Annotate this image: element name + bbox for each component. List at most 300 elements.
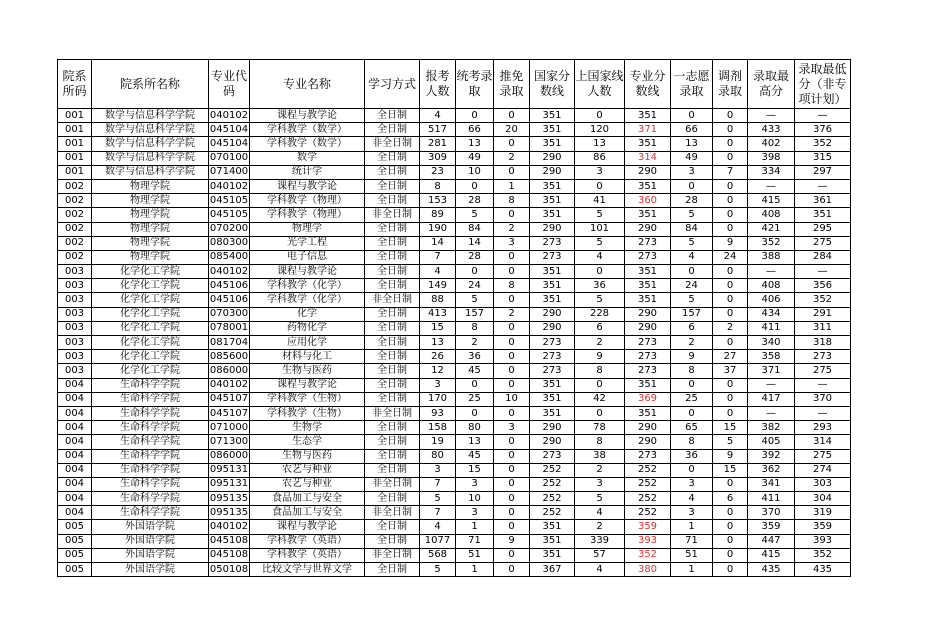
table-cell: 290 [530, 307, 575, 321]
table-cell: 369 [625, 392, 671, 406]
table-cell: 学科教学（数学） [250, 123, 365, 137]
table-row [58, 250, 851, 264]
table-cell: 071400 [209, 165, 250, 179]
table-cell: 351 [625, 109, 671, 123]
table-cell: 0 [456, 378, 494, 392]
table-cell: 课程与教学论 [250, 179, 365, 193]
header-cell: 推免录取 [494, 60, 530, 109]
table-cell: 全日制 [365, 179, 420, 193]
table-cell: 学科教学（化学） [250, 279, 365, 293]
table-cell: 356 [795, 279, 851, 293]
table-cell: 4 [575, 563, 625, 577]
table-cell: 28 [671, 194, 713, 208]
table-cell: 生物与医药 [250, 449, 365, 463]
table-cell: 生命科学学院 [92, 477, 209, 491]
table-cell: 406 [748, 293, 795, 307]
table-cell: 517 [420, 123, 456, 137]
table-cell: 004 [58, 463, 92, 477]
table-row [58, 563, 851, 577]
table-cell: 非全日制 [365, 208, 420, 222]
table-cell: 315 [795, 151, 851, 165]
table-cell: 数学与信息科学学院 [92, 165, 209, 179]
table-cell: 全日制 [365, 165, 420, 179]
table-cell: 0 [494, 463, 530, 477]
table-cell: 002 [58, 236, 92, 250]
table-cell: 0 [713, 336, 748, 350]
table-cell: 003 [58, 307, 92, 321]
table-cell: 003 [58, 293, 92, 307]
table-cell: 8 [575, 364, 625, 378]
table-cell: 材料与化工 [250, 350, 365, 364]
header-cell: 学习方式 [365, 60, 420, 109]
table-cell: 农艺与种业 [250, 463, 365, 477]
table-cell: 全日制 [365, 534, 420, 548]
table-row [58, 421, 851, 435]
table-cell: 003 [58, 364, 92, 378]
table-cell: 5 [575, 492, 625, 506]
table-cell: 040102 [209, 109, 250, 123]
table-cell: 273 [625, 364, 671, 378]
table-row [58, 165, 851, 179]
table-cell: 生态学 [250, 435, 365, 449]
table-cell: 045106 [209, 293, 250, 307]
table-cell: 070200 [209, 222, 250, 236]
table-cell: 318 [795, 336, 851, 350]
table-cell: 0 [713, 123, 748, 137]
table-cell: 1 [671, 520, 713, 534]
table-cell: 351 [625, 378, 671, 392]
table-cell: 1 [494, 179, 530, 193]
table-cell: 402 [748, 137, 795, 151]
table-cell: 351 [625, 208, 671, 222]
table-cell: 化学化工学院 [92, 336, 209, 350]
table-cell: 421 [748, 222, 795, 236]
table-cell: 4 [575, 250, 625, 264]
table-cell: 415 [748, 548, 795, 562]
table-cell: 生命科学学院 [92, 378, 209, 392]
table-cell: 3 [420, 463, 456, 477]
header-cell: 专业名称 [250, 60, 365, 109]
table-cell: 352 [625, 548, 671, 562]
table-cell: 273 [530, 336, 575, 350]
table-cell: 课程与教学论 [250, 520, 365, 534]
table-row [58, 151, 851, 165]
table-cell: 光学工程 [250, 236, 365, 250]
table-cell: 360 [625, 194, 671, 208]
table-cell: 1 [671, 563, 713, 577]
table-cell: 15 [420, 321, 456, 335]
table-body [58, 109, 851, 577]
table-cell: 0 [494, 563, 530, 577]
table-cell: 生命科学学院 [92, 421, 209, 435]
table-cell: 071300 [209, 435, 250, 449]
table-cell: 3 [671, 477, 713, 491]
table-cell: 4 [671, 250, 713, 264]
table-cell: 101 [575, 222, 625, 236]
table-cell: 358 [748, 350, 795, 364]
table-cell: 非全日制 [365, 137, 420, 151]
header-cell: 院系所名称 [92, 60, 209, 109]
table-cell: 化学化工学院 [92, 307, 209, 321]
table-cell: 3 [671, 506, 713, 520]
table-cell: 14 [456, 236, 494, 250]
table-cell: 275 [795, 236, 851, 250]
table-cell: 045106 [209, 279, 250, 293]
table-cell: 学科教学（数学） [250, 137, 365, 151]
table-cell: 303 [795, 477, 851, 491]
table-row [58, 123, 851, 137]
table-cell: 367 [530, 563, 575, 577]
table-cell: 0 [494, 208, 530, 222]
table-cell: 3 [575, 165, 625, 179]
table-cell: 38 [575, 449, 625, 463]
table-row [58, 179, 851, 193]
table-cell: 382 [748, 421, 795, 435]
table-cell: 095135 [209, 506, 250, 520]
table-cell: 314 [795, 435, 851, 449]
table-cell: 004 [58, 449, 92, 463]
table-cell: 全日制 [365, 222, 420, 236]
table-cell: 078001 [209, 321, 250, 335]
table-cell: 78 [575, 421, 625, 435]
table-cell: 370 [748, 506, 795, 520]
table-cell: 6 [575, 321, 625, 335]
table-cell: — [795, 265, 851, 279]
table-cell: 275 [795, 449, 851, 463]
table-cell: 2 [713, 321, 748, 335]
table-cell: 非全日制 [365, 477, 420, 491]
table-cell: 045108 [209, 534, 250, 548]
table-cell: 415 [748, 194, 795, 208]
table-cell: 0 [575, 265, 625, 279]
table-cell: 434 [748, 307, 795, 321]
table-cell: 课程与教学论 [250, 265, 365, 279]
table-cell: 6 [713, 492, 748, 506]
table-cell: 002 [58, 208, 92, 222]
table-cell: 361 [795, 194, 851, 208]
table-cell: 290 [530, 421, 575, 435]
table-cell: 095135 [209, 492, 250, 506]
table-cell: 095131 [209, 463, 250, 477]
table-cell: 27 [713, 350, 748, 364]
admission-table [57, 59, 851, 577]
table-cell: 农艺与种业 [250, 477, 365, 491]
table-cell: 全日制 [365, 236, 420, 250]
table-row [58, 336, 851, 350]
table-cell: 7 [420, 477, 456, 491]
table-cell: 004 [58, 477, 92, 491]
table-cell: 全日制 [365, 463, 420, 477]
table-cell: 全日制 [365, 364, 420, 378]
table-cell: 13 [671, 137, 713, 151]
table-row [58, 208, 851, 222]
table-cell: 5 [456, 293, 494, 307]
table-cell: 228 [575, 307, 625, 321]
table-cell: 0 [713, 477, 748, 491]
table-row [58, 279, 851, 293]
table-cell: 0 [494, 406, 530, 420]
table-cell: 0 [713, 279, 748, 293]
header-cell: 一志愿录取 [671, 60, 713, 109]
table-cell: 20 [494, 123, 530, 137]
table-cell: 全日制 [365, 321, 420, 335]
table-cell: 28 [456, 250, 494, 264]
table-cell: 13 [456, 137, 494, 151]
table-cell: 005 [58, 548, 92, 562]
table-cell: 252 [625, 506, 671, 520]
table-cell: 生命科学学院 [92, 449, 209, 463]
table-cell: 001 [58, 137, 92, 151]
table-cell: 36 [456, 350, 494, 364]
table-cell: 0 [456, 179, 494, 193]
table-cell: 数学与信息科学学院 [92, 137, 209, 151]
table-cell: 学科教学（英语） [250, 534, 365, 548]
table-cell: 405 [748, 435, 795, 449]
table-cell: 生物学 [250, 421, 365, 435]
table-cell: 0 [575, 378, 625, 392]
table-cell: 0 [494, 364, 530, 378]
table-cell: 352 [795, 548, 851, 562]
table-cell: 42 [575, 392, 625, 406]
table-cell: 273 [625, 449, 671, 463]
table-cell: 非全日制 [365, 293, 420, 307]
table-cell: — [795, 179, 851, 193]
table-cell: 5 [420, 563, 456, 577]
table-cell: 0 [713, 265, 748, 279]
table-cell: 物理学院 [92, 179, 209, 193]
table-cell: 全日制 [365, 421, 420, 435]
table-cell: 0 [671, 406, 713, 420]
table-cell: 359 [625, 520, 671, 534]
table-cell: 13 [456, 435, 494, 449]
table-cell: 4 [575, 506, 625, 520]
table-cell: 351 [530, 279, 575, 293]
table-cell: 84 [456, 222, 494, 236]
table-cell: 004 [58, 378, 92, 392]
table-row [58, 321, 851, 335]
table-cell: 413 [420, 307, 456, 321]
table-cell: — [748, 265, 795, 279]
table-cell: 49 [456, 151, 494, 165]
table-cell: 物理学院 [92, 194, 209, 208]
table-row [58, 463, 851, 477]
table-cell: 070300 [209, 307, 250, 321]
table-cell: — [795, 109, 851, 123]
table-row [58, 449, 851, 463]
table-cell: 0 [494, 506, 530, 520]
table-cell: 040102 [209, 378, 250, 392]
table-cell: 371 [748, 364, 795, 378]
table-cell: 2 [494, 151, 530, 165]
table-row [58, 520, 851, 534]
table-cell: 319 [795, 506, 851, 520]
table-cell: 002 [58, 250, 92, 264]
table-cell: 8 [420, 179, 456, 193]
table-cell: 435 [795, 563, 851, 577]
table-cell: 7 [420, 506, 456, 520]
table-cell: 005 [58, 520, 92, 534]
table-row [58, 137, 851, 151]
table-cell: 24 [671, 279, 713, 293]
table-cell: 351 [795, 208, 851, 222]
table-cell: 14 [420, 236, 456, 250]
table-cell: 351 [530, 194, 575, 208]
table-cell: 0 [713, 307, 748, 321]
table-cell: 生命科学学院 [92, 463, 209, 477]
table-cell: 0 [713, 194, 748, 208]
table-cell: 19 [420, 435, 456, 449]
header-row [58, 60, 851, 109]
table-row [58, 109, 851, 123]
table-cell: 252 [625, 492, 671, 506]
table-cell: 398 [748, 151, 795, 165]
table-cell: 13 [420, 336, 456, 350]
table-cell: 045107 [209, 406, 250, 420]
table-row [58, 293, 851, 307]
table-cell: 24 [456, 279, 494, 293]
table-cell: 数学 [250, 151, 365, 165]
table-cell: 001 [58, 151, 92, 165]
header-cell: 调剂录取 [713, 60, 748, 109]
table-cell: 351 [530, 137, 575, 151]
table-cell: 化学化工学院 [92, 265, 209, 279]
table-cell: 0 [713, 548, 748, 562]
table-cell: 66 [671, 123, 713, 137]
table-cell: 84 [671, 222, 713, 236]
table-cell: 生命科学学院 [92, 506, 209, 520]
table-cell: 002 [58, 194, 92, 208]
table-cell: 290 [530, 321, 575, 335]
table-row [58, 548, 851, 562]
table-cell: 273 [530, 449, 575, 463]
table-cell: 0 [494, 548, 530, 562]
table-cell: 外国语学院 [92, 548, 209, 562]
table-cell: 化学 [250, 307, 365, 321]
table-cell: 89 [420, 208, 456, 222]
table-cell: 086000 [209, 449, 250, 463]
table-cell: 433 [748, 123, 795, 137]
table-cell: 化学化工学院 [92, 350, 209, 364]
table-cell: 0 [494, 435, 530, 449]
table-cell: 80 [456, 421, 494, 435]
table-cell: 0 [494, 137, 530, 151]
table-cell: 252 [625, 463, 671, 477]
table-cell: — [795, 406, 851, 420]
table-cell: 388 [748, 250, 795, 264]
table-cell: 004 [58, 506, 92, 520]
table-row [58, 194, 851, 208]
table-cell: 003 [58, 336, 92, 350]
table-cell: 10 [456, 492, 494, 506]
table-cell: 351 [625, 293, 671, 307]
table-cell: 273 [795, 350, 851, 364]
table-cell: 3 [456, 506, 494, 520]
table-cell: 学科教学（生物） [250, 406, 365, 420]
table-cell: 13 [575, 137, 625, 151]
table-cell: 274 [795, 463, 851, 477]
table-cell: 001 [58, 123, 92, 137]
table-cell: 57 [575, 548, 625, 562]
table-cell: 生命科学学院 [92, 406, 209, 420]
table-cell: 351 [530, 378, 575, 392]
table-cell: 25 [456, 392, 494, 406]
table-cell: 0 [713, 293, 748, 307]
table-cell: 393 [625, 534, 671, 548]
table-cell: 0 [494, 293, 530, 307]
table-cell: 5 [575, 236, 625, 250]
table-cell: 351 [530, 406, 575, 420]
table-cell: 351 [530, 265, 575, 279]
table-cell: 8 [575, 435, 625, 449]
table-row [58, 222, 851, 236]
table-cell: 0 [671, 179, 713, 193]
header-cell: 录取最低分（非专项计划） [795, 60, 851, 109]
table-cell: 外国语学院 [92, 520, 209, 534]
table-cell: 158 [420, 421, 456, 435]
table-cell: 149 [420, 279, 456, 293]
table-cell: 15 [456, 463, 494, 477]
table-cell: 351 [625, 265, 671, 279]
table-cell: 170 [420, 392, 456, 406]
table-cell: 0 [494, 265, 530, 279]
table-cell: 411 [748, 321, 795, 335]
table-cell: 药物化学 [250, 321, 365, 335]
table-cell: 004 [58, 435, 92, 449]
table-cell: 26 [420, 350, 456, 364]
table-row [58, 350, 851, 364]
table-cell: 351 [530, 548, 575, 562]
table-cell: 351 [625, 279, 671, 293]
table-cell: 351 [625, 137, 671, 151]
table-cell: 293 [795, 421, 851, 435]
table-cell: 339 [575, 534, 625, 548]
table-cell: 学科教学（生物） [250, 392, 365, 406]
table-cell: 252 [530, 463, 575, 477]
table-cell: 045104 [209, 123, 250, 137]
table-cell: 0 [713, 406, 748, 420]
table-cell: 157 [671, 307, 713, 321]
table-cell: 0 [456, 109, 494, 123]
table-cell: 273 [530, 364, 575, 378]
table-cell: 10 [494, 392, 530, 406]
table-cell: — [748, 406, 795, 420]
table-cell: 49 [671, 151, 713, 165]
table-cell: 359 [748, 520, 795, 534]
table-cell: 040102 [209, 265, 250, 279]
table-cell: 0 [575, 109, 625, 123]
table-cell: 学科教学（物理） [250, 194, 365, 208]
table-cell: 393 [795, 534, 851, 548]
table-cell: 004 [58, 392, 92, 406]
table-cell: 273 [530, 250, 575, 264]
table-row [58, 307, 851, 321]
table-cell: 41 [575, 194, 625, 208]
table-cell: 9 [575, 350, 625, 364]
header-cell: 上国家线人数 [575, 60, 625, 109]
table-cell: 0 [713, 534, 748, 548]
table-cell: 学科教学（物理） [250, 208, 365, 222]
table-cell: 3 [420, 378, 456, 392]
table-cell: 0 [456, 406, 494, 420]
table-cell: 36 [671, 449, 713, 463]
table-cell: 0 [671, 265, 713, 279]
table-cell: 4 [420, 520, 456, 534]
table-cell: 005 [58, 563, 92, 577]
table-cell: 045104 [209, 137, 250, 151]
table-cell: 电子信息 [250, 250, 365, 264]
table-cell: 004 [58, 406, 92, 420]
table-cell: 095131 [209, 477, 250, 491]
